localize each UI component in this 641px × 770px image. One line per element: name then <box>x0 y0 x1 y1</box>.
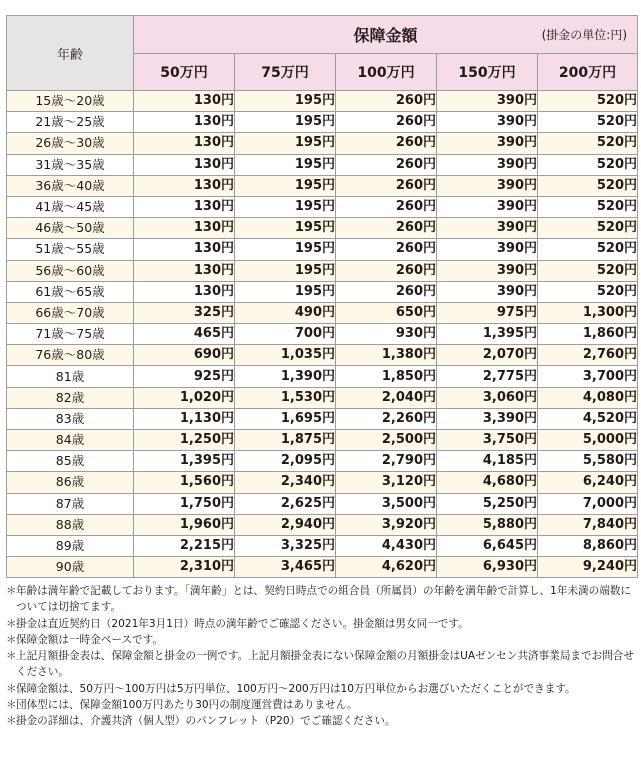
premium-table-container <box>6 15 637 578</box>
age-cell: 88歳 <box>7 514 134 535</box>
premium-cell: 1,750円 <box>134 493 235 514</box>
premium-cell: 5,580円 <box>538 451 638 472</box>
premium-cell: 2,940円 <box>235 514 336 535</box>
table-row <box>7 451 638 472</box>
age-cell: 51歳～55歳 <box>7 239 134 260</box>
note-text: 掛金は直近契約日（2021年3月1日）時点の満年齢でご確認ください。掛金額は男女同一です。 <box>16 617 469 630</box>
premium-cell: 3,325円 <box>235 535 336 556</box>
asterisk-icon: ＊ <box>6 650 17 663</box>
age-cell: 83歳 <box>7 408 134 429</box>
asterisk-icon: ＊ <box>6 699 17 712</box>
age-cell: 82歳 <box>7 387 134 408</box>
age-cell: 21歳～25歳 <box>7 112 134 133</box>
age-cell: 89歳 <box>7 535 134 556</box>
coverage-amount-header <box>134 16 638 54</box>
coverage-amount-column-header: 75万円 <box>235 54 336 91</box>
premium-cell: 2,260円 <box>336 408 437 429</box>
age-column-header: 年齢 <box>7 16 134 91</box>
premium-cell: 2,790円 <box>336 451 437 472</box>
premium-cell: 130円 <box>134 112 235 133</box>
note-item <box>6 632 636 648</box>
premium-cell: 2,310円 <box>134 557 235 578</box>
premium-cell: 130円 <box>134 175 235 196</box>
premium-cell: 1,250円 <box>134 430 235 451</box>
age-cell: 87歳 <box>7 493 134 514</box>
premium-cell: 195円 <box>235 175 336 196</box>
premium-cell: 2,215円 <box>134 535 235 556</box>
premium-cell: 130円 <box>134 260 235 281</box>
age-cell: 71歳～75歳 <box>7 324 134 345</box>
premium-cell: 2,775円 <box>437 366 538 387</box>
notes-section <box>6 583 636 730</box>
premium-cell: 195円 <box>235 260 336 281</box>
age-cell: 85歳 <box>7 451 134 472</box>
asterisk-icon: ＊ <box>6 682 17 695</box>
premium-cell: 5,000円 <box>538 430 638 451</box>
age-cell: 46歳～50歳 <box>7 218 134 239</box>
premium-cell: 1,695円 <box>235 408 336 429</box>
premium-cell: 1,960円 <box>134 514 235 535</box>
premium-cell: 7,000円 <box>538 493 638 514</box>
asterisk-icon: ＊ <box>6 715 17 728</box>
premium-cell: 3,120円 <box>336 472 437 493</box>
table-row <box>7 557 638 578</box>
premium-cell: 390円 <box>437 260 538 281</box>
premium-cell: 6,240円 <box>538 472 638 493</box>
premium-cell: 390円 <box>437 112 538 133</box>
premium-cell: 390円 <box>437 239 538 260</box>
premium-cell: 130円 <box>134 281 235 302</box>
premium-cell: 390円 <box>437 196 538 217</box>
premium-cell: 130円 <box>134 239 235 260</box>
premium-cell: 390円 <box>437 133 538 154</box>
premium-cell: 6,645円 <box>437 535 538 556</box>
premium-cell: 465円 <box>134 324 235 345</box>
premium-cell: 1,850円 <box>336 366 437 387</box>
premium-cell: 520円 <box>538 133 638 154</box>
premium-cell: 520円 <box>538 260 638 281</box>
coverage-amount-column-header: 100万円 <box>336 54 437 91</box>
table-row <box>7 91 638 112</box>
premium-cell: 130円 <box>134 218 235 239</box>
premium-cell: 3,390円 <box>437 408 538 429</box>
premium-cell: 130円 <box>134 91 235 112</box>
premium-cell: 1,020円 <box>134 387 235 408</box>
premium-cell: 520円 <box>538 175 638 196</box>
premium-cell: 520円 <box>538 112 638 133</box>
premium-cell: 4,680円 <box>437 472 538 493</box>
premium-cell: 195円 <box>235 112 336 133</box>
age-cell: 36歳～40歳 <box>7 175 134 196</box>
unit-note: (掛金の単位:円) <box>541 28 628 42</box>
note-text: 上記月額掛金表は、保障金額と掛金の一例です。上記月額掛金表にない保障金額の月額掛金はUAゼンセン共済事業局までお問合せください。 <box>16 650 634 679</box>
age-cell: 26歳～30歳 <box>7 133 134 154</box>
note-item <box>6 713 636 729</box>
table-row <box>7 345 638 366</box>
premium-cell: 925円 <box>134 366 235 387</box>
coverage-amount-title: 保障金額 <box>353 26 418 45</box>
asterisk-icon: ＊ <box>6 633 17 646</box>
premium-cell: 490円 <box>235 302 336 323</box>
premium-cell: 3,465円 <box>235 557 336 578</box>
premium-cell: 130円 <box>134 154 235 175</box>
table-row <box>7 408 638 429</box>
note-item <box>6 697 636 713</box>
premium-cell: 195円 <box>235 218 336 239</box>
table-row <box>7 260 638 281</box>
premium-cell: 5,880円 <box>437 514 538 535</box>
premium-cell: 195円 <box>235 196 336 217</box>
premium-cell: 1,560円 <box>134 472 235 493</box>
note-item <box>6 681 636 697</box>
note-text: 保障金額は、50万円～100万円は5万円単位、100万円～200万円は10万円単位からお選びいただくことができます。 <box>16 682 576 695</box>
premium-cell: 1,530円 <box>235 387 336 408</box>
premium-cell: 260円 <box>336 239 437 260</box>
premium-cell: 1,300円 <box>538 302 638 323</box>
premium-cell: 3,700円 <box>538 366 638 387</box>
asterisk-icon: ＊ <box>6 585 17 597</box>
premium-cell: 195円 <box>235 281 336 302</box>
age-cell: 90歳 <box>7 557 134 578</box>
premium-cell: 195円 <box>235 91 336 112</box>
premium-cell: 520円 <box>538 196 638 217</box>
coverage-amount-column-header: 150万円 <box>437 54 538 91</box>
premium-cell: 2,500円 <box>336 430 437 451</box>
premium-cell: 2,070円 <box>437 345 538 366</box>
premium-cell: 260円 <box>336 175 437 196</box>
premium-cell: 690円 <box>134 345 235 366</box>
premium-cell: 1,875円 <box>235 430 336 451</box>
premium-cell: 700円 <box>235 324 336 345</box>
premium-cell: 260円 <box>336 91 437 112</box>
premium-cell: 2,760円 <box>538 345 638 366</box>
premium-cell: 260円 <box>336 260 437 281</box>
premium-cell: 260円 <box>336 196 437 217</box>
premium-cell: 2,625円 <box>235 493 336 514</box>
note-text: 団体型には、保障金額100万円あたり30円の制度運営費はありません。 <box>16 699 358 712</box>
premium-cell: 260円 <box>336 154 437 175</box>
coverage-amount-column-header: 50万円 <box>134 54 235 91</box>
premium-cell: 1,390円 <box>235 366 336 387</box>
note-item <box>6 583 636 616</box>
table-row <box>7 472 638 493</box>
premium-cell: 3,920円 <box>336 514 437 535</box>
premium-cell: 260円 <box>336 112 437 133</box>
table-row <box>7 302 638 323</box>
premium-cell: 195円 <box>235 239 336 260</box>
table-row <box>7 112 638 133</box>
premium-cell: 390円 <box>437 91 538 112</box>
premium-cell: 390円 <box>437 218 538 239</box>
premium-cell: 650円 <box>336 302 437 323</box>
table-row <box>7 154 638 175</box>
age-cell: 31歳～35歳 <box>7 154 134 175</box>
premium-cell: 1,860円 <box>538 324 638 345</box>
age-cell: 84歳 <box>7 430 134 451</box>
premium-cell: 260円 <box>336 218 437 239</box>
age-cell: 76歳～80歳 <box>7 345 134 366</box>
age-cell: 15歳～20歳 <box>7 91 134 112</box>
table-row <box>7 175 638 196</box>
premium-cell: 4,430円 <box>336 535 437 556</box>
premium-cell: 3,750円 <box>437 430 538 451</box>
coverage-amount-column-header: 200万円 <box>538 54 638 91</box>
premium-cell: 8,860円 <box>538 535 638 556</box>
premium-cell: 390円 <box>437 175 538 196</box>
age-cell: 56歳～60歳 <box>7 260 134 281</box>
table-row <box>7 133 638 154</box>
premium-cell: 4,620円 <box>336 557 437 578</box>
age-cell: 81歳 <box>7 366 134 387</box>
premium-cell: 390円 <box>437 154 538 175</box>
premium-cell: 195円 <box>235 154 336 175</box>
age-cell: 86歳 <box>7 472 134 493</box>
premium-cell: 260円 <box>336 281 437 302</box>
premium-cell: 4,185円 <box>437 451 538 472</box>
premium-table <box>6 15 638 578</box>
premium-cell: 4,080円 <box>538 387 638 408</box>
note-item <box>6 648 636 681</box>
premium-cell: 930円 <box>336 324 437 345</box>
age-cell: 66歳～70歳 <box>7 302 134 323</box>
table-row <box>7 535 638 556</box>
premium-cell: 4,520円 <box>538 408 638 429</box>
premium-cell: 6,930円 <box>437 557 538 578</box>
premium-cell: 520円 <box>538 218 638 239</box>
premium-cell: 520円 <box>538 281 638 302</box>
note-text: 保障金額は一時金ベースです。 <box>16 633 163 646</box>
premium-cell: 260円 <box>336 133 437 154</box>
premium-cell: 130円 <box>134 133 235 154</box>
premium-cell: 1,380円 <box>336 345 437 366</box>
premium-cell: 325円 <box>134 302 235 323</box>
premium-table-body <box>7 91 638 578</box>
age-cell: 41歳～45歳 <box>7 196 134 217</box>
premium-cell: 520円 <box>538 91 638 112</box>
premium-cell: 1,035円 <box>235 345 336 366</box>
premium-cell: 3,500円 <box>336 493 437 514</box>
premium-cell: 975円 <box>437 302 538 323</box>
table-row <box>7 493 638 514</box>
premium-cell: 1,130円 <box>134 408 235 429</box>
premium-cell: 520円 <box>538 239 638 260</box>
premium-cell: 130円 <box>134 196 235 217</box>
premium-cell: 2,340円 <box>235 472 336 493</box>
premium-cell: 7,840円 <box>538 514 638 535</box>
table-row <box>7 514 638 535</box>
premium-cell: 5,250円 <box>437 493 538 514</box>
table-row <box>7 239 638 260</box>
note-text: 年齢は満年齢で記載しております。「満年齢」とは、契約日時点での組合員（所属員）の年齢を満年齢で計算し、1年未満の端数については切捨てます。 <box>16 585 632 614</box>
premium-cell: 1,395円 <box>134 451 235 472</box>
premium-cell: 520円 <box>538 154 638 175</box>
table-row <box>7 218 638 239</box>
note-item <box>6 616 636 632</box>
table-row <box>7 366 638 387</box>
premium-cell: 3,060円 <box>437 387 538 408</box>
premium-cell: 2,095円 <box>235 451 336 472</box>
age-cell: 61歳～65歳 <box>7 281 134 302</box>
table-row <box>7 281 638 302</box>
asterisk-icon: ＊ <box>6 617 17 630</box>
table-row <box>7 387 638 408</box>
premium-cell: 390円 <box>437 281 538 302</box>
table-row <box>7 196 638 217</box>
premium-cell: 2,040円 <box>336 387 437 408</box>
table-row <box>7 324 638 345</box>
note-text: 掛金の詳細は、介護共済（個人型）のパンフレット（P20）でご確認ください。 <box>16 715 396 728</box>
premium-cell: 1,395円 <box>437 324 538 345</box>
premium-cell: 9,240円 <box>538 557 638 578</box>
table-row <box>7 430 638 451</box>
premium-cell: 195円 <box>235 133 336 154</box>
